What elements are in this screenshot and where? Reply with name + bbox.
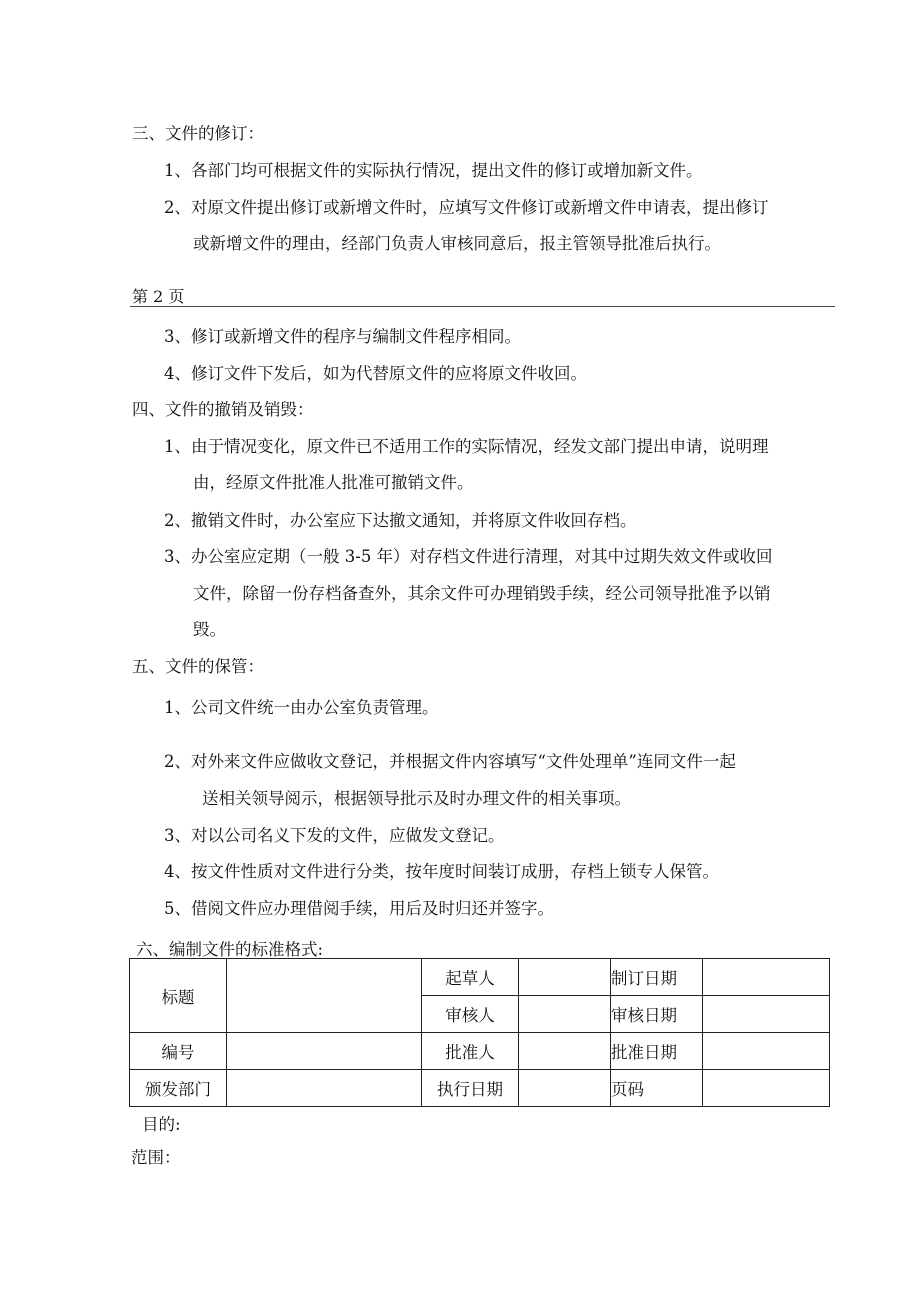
approver-value-cell [519,1033,611,1070]
section-4-item-1-line-2: 由，经原文件批准人批准可撤销文件。 [193,473,474,492]
section-4-item-2: 2、撤销文件时，办公室应下达撤文通知，并将原文件收回存档。 [164,511,637,530]
section-5-item-4: 4、按文件性质对文件进行分类，按年度时间装订成册，存档上锁专人保管。 [164,862,719,881]
section-4-item-1-line-1: 1、由于情况变化，原文件已不适用工作的实际情况，经发文部门提出申请，说明理 [164,437,769,456]
section-5-item-3: 3、对以公司名义下发的文件，应做发文登记。 [164,826,505,845]
section-4-item-3-line-1: 3、办公室应定期（一般 3-5 年）对存档文件进行清理，对其中过期失效文件或收回 [164,547,773,566]
section-3-item-2-line-2: 或新增文件的理由，经部门负责人审核同意后，报主管领导批准后执行。 [193,234,721,253]
number-value-cell [227,1033,422,1070]
section-4-heading: 四、文件的撤销及销毁： [132,400,314,419]
effective-date-label-cell: 执行日期 [422,1070,519,1107]
page-marker: 第 2 页 [132,287,185,306]
issuing-dept-value-cell [227,1070,422,1107]
approver-label-cell: 批准人 [422,1033,519,1070]
section-3-item-2-line-1: 2、对原文件提出修订或新增文件时，应填写文件修订或新增文件申请表，提出修订 [164,198,769,217]
section-3-item-1: 1、各部门均可根据文件的实际执行情况，提出文件的修订或增加新文件。 [164,161,703,180]
section-5-item-2-line-1: 2、对外来文件应做收文登记，并根据文件内容填写“文件处理单”连同文件一起 [164,752,736,771]
section-3-item-4: 4、修订文件下发后，如为代替原文件的应将原文件收回。 [164,364,587,383]
section-4-item-3-line-2: 文件，除留一份存档备查外，其余文件可办理销毁手续，经公司领导批准予以销 [193,584,771,603]
revise-date-value-cell [703,959,830,996]
review-date-label-cell: 审核日期 [611,996,703,1033]
reviewer-value-cell [519,996,611,1033]
section-5-item-2-line-2: 送相关领导阅示，根据领导批示及时办理文件的相关事项。 [202,789,631,808]
effective-date-value-cell [519,1070,611,1107]
purpose-label: 目的: [142,1115,181,1134]
drafter-label-cell: 起草人 [422,959,519,996]
scope-label: 范围： [131,1148,181,1167]
section-4-item-3-line-3: 毁。 [193,620,226,639]
section-5-item-1: 1、公司文件统一由办公室负责管理。 [164,698,439,717]
section-6-heading: 六、编制文件的标准格式: [136,940,324,959]
reviewer-label-cell: 审核人 [422,996,519,1033]
section-5-heading: 五、文件的保管： [132,657,264,676]
number-label-cell: 编号 [130,1033,227,1070]
drafter-value-cell [519,959,611,996]
page-divider [130,306,835,307]
title-value-cell [227,959,422,1033]
page-number-value-cell [703,1070,830,1107]
section-3-heading: 三、文件的修订： [132,124,264,143]
title-label-cell: 标题 [130,959,227,1033]
issuing-dept-label-cell: 颁发部门 [130,1070,227,1107]
section-5-item-5: 5、借阅文件应办理借阅手续，用后及时归还并签字。 [164,899,554,918]
section-3-item-3: 3、修订或新增文件的程序与编制文件程序相同。 [164,327,521,346]
approve-date-value-cell [703,1033,830,1070]
standard-format-table [129,958,830,1107]
approve-date-label-cell: 批准日期 [611,1033,703,1070]
review-date-value-cell [703,996,830,1033]
page-number-label-cell: 页码 [611,1070,703,1107]
revise-date-label-cell: 制订日期 [611,959,703,996]
